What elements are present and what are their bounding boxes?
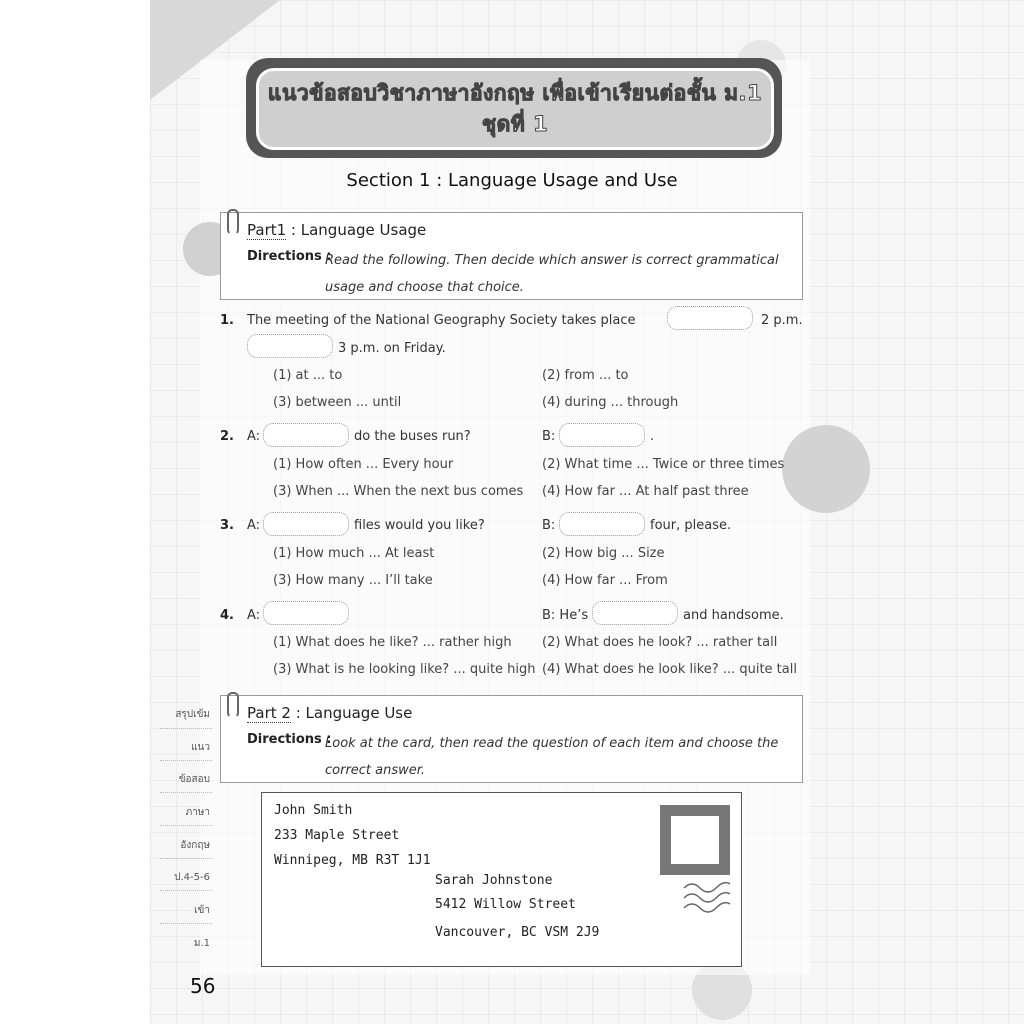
answer-option[interactable]: (2) What does he look? ... rather tall bbox=[542, 635, 778, 650]
side-label: ป.4-5-6 bbox=[174, 872, 210, 883]
part1-directions-label: Directions : bbox=[247, 249, 332, 264]
answer-option[interactable]: (4) How far ... From bbox=[542, 573, 668, 588]
speaker-label: B: He’s bbox=[542, 608, 589, 623]
side-label: อังกฤษ bbox=[180, 840, 210, 851]
answer-blank bbox=[559, 512, 645, 536]
answer-blank bbox=[247, 334, 333, 358]
answer-blank bbox=[263, 423, 349, 447]
question-text: 3 p.m. on Friday. bbox=[338, 341, 446, 356]
part1-directions bbox=[325, 247, 795, 301]
side-separator bbox=[160, 728, 212, 729]
side-separator bbox=[160, 890, 212, 891]
side-label: แนว bbox=[191, 742, 210, 753]
answer-blank bbox=[667, 306, 753, 330]
answer-option[interactable]: (3) When ... When the next bus comes bbox=[273, 484, 524, 499]
recipient-name: Sarah Johnstone bbox=[435, 873, 553, 888]
side-label: สรุปเข้ม bbox=[175, 709, 210, 720]
part2-number: Part 2 bbox=[247, 704, 291, 722]
answer-option[interactable]: (2) from ... to bbox=[542, 368, 629, 383]
part1-number: Part1 bbox=[247, 221, 287, 239]
answer-option[interactable]: (1) What does he like? ... rather high bbox=[273, 635, 512, 650]
banner-title-line1: แนวข้อสอบวิชาภาษาอังกฤษ เพื่อเข้าเรียนต่อชั้น ม.1 bbox=[267, 81, 763, 105]
sender-city: Winnipeg, MB R3T 1J1 bbox=[274, 853, 431, 868]
section-title: Section 1 : Language Usage and Use bbox=[346, 170, 678, 191]
question-text: and handsome. bbox=[683, 608, 784, 623]
side-label: ข้อสอบ bbox=[178, 774, 210, 785]
question-text: do the buses run? bbox=[354, 429, 471, 444]
speaker-label: B: bbox=[542, 429, 556, 444]
answer-option[interactable]: (2) How big ... Size bbox=[542, 546, 665, 561]
side-separator bbox=[160, 760, 212, 761]
answer-option[interactable]: (2) What time ... Twice or three times bbox=[542, 457, 785, 472]
answer-option[interactable]: (1) How often ... Every hour bbox=[273, 457, 454, 472]
speaker-label: A: bbox=[247, 518, 261, 533]
paperclip-icon bbox=[227, 692, 239, 718]
part1-box bbox=[220, 212, 803, 300]
question-text: 2 p.m. bbox=[761, 313, 803, 328]
answer-option[interactable]: (3) What is he looking like? ... quite high bbox=[273, 662, 536, 677]
part1-title bbox=[247, 221, 426, 239]
side-separator bbox=[160, 792, 212, 793]
postage-stamp-icon bbox=[660, 805, 730, 875]
answer-option[interactable]: (4) How far ... At half past three bbox=[542, 484, 749, 499]
recipient-street: 5412 Willow Street bbox=[435, 897, 576, 912]
part1-title-text: : Language Usage bbox=[286, 221, 427, 239]
part2-directions bbox=[325, 730, 795, 784]
circle-decoration bbox=[782, 425, 870, 513]
question-text: The meeting of the National Geography Society takes place bbox=[247, 313, 636, 328]
speaker-label: A: bbox=[247, 429, 261, 444]
part2-directions-line2: correct answer. bbox=[325, 763, 426, 778]
side-label: ภาษา bbox=[185, 807, 210, 818]
question-number: 1. bbox=[220, 313, 234, 328]
answer-option[interactable]: (4) during ... through bbox=[542, 395, 679, 410]
page-number: 56 bbox=[190, 974, 216, 998]
answer-option[interactable]: (1) How much ... At least bbox=[273, 546, 435, 561]
title-banner bbox=[256, 68, 774, 150]
postmark-wave-icon bbox=[682, 878, 732, 918]
part2-directions-line1: Look at the card, then read the question of each item and choose the bbox=[325, 736, 779, 751]
question-number: 3. bbox=[220, 518, 234, 533]
recipient-city: Vancouver, BC VSM 2J9 bbox=[435, 925, 600, 940]
question-number: 2. bbox=[220, 429, 234, 444]
side-separator bbox=[160, 825, 212, 826]
sender-name: John Smith bbox=[274, 803, 353, 818]
question-number: 4. bbox=[220, 608, 234, 623]
answer-option[interactable]: (4) What does he look like? ... quite tall bbox=[542, 662, 797, 677]
side-label: เข้า bbox=[194, 905, 210, 916]
question-text: files would you like? bbox=[354, 518, 485, 533]
left-margin bbox=[0, 0, 150, 1024]
paperclip-icon bbox=[227, 209, 239, 235]
part1-directions-line1: Read the following. Then decide which answer is correct grammatical bbox=[325, 253, 779, 268]
sender-street: 233 Maple Street bbox=[274, 828, 400, 843]
answer-blank bbox=[263, 512, 349, 536]
banner-title-line2: ชุดที่ 1 bbox=[481, 112, 549, 136]
answer-option[interactable]: (1) at ... to bbox=[273, 368, 343, 383]
answer-option[interactable]: (3) How many ... I’ll take bbox=[273, 573, 433, 588]
side-separator bbox=[160, 858, 212, 859]
answer-blank bbox=[559, 423, 645, 447]
part2-box bbox=[220, 695, 803, 783]
part2-title bbox=[247, 704, 412, 722]
side-separator bbox=[160, 923, 212, 924]
question-text: . bbox=[650, 429, 655, 444]
speaker-label: A: bbox=[247, 608, 261, 623]
side-label: ม.1 bbox=[193, 938, 210, 949]
answer-option[interactable]: (3) between ... until bbox=[273, 395, 402, 410]
part2-title-text: : Language Use bbox=[290, 704, 413, 722]
part2-directions-label: Directions : bbox=[247, 732, 332, 747]
part1-directions-line2: usage and choose that choice. bbox=[325, 280, 524, 295]
answer-blank bbox=[263, 601, 349, 625]
question-text: four, please. bbox=[650, 518, 732, 533]
answer-blank bbox=[592, 601, 678, 625]
envelope-card bbox=[261, 792, 742, 967]
speaker-label: B: bbox=[542, 518, 556, 533]
